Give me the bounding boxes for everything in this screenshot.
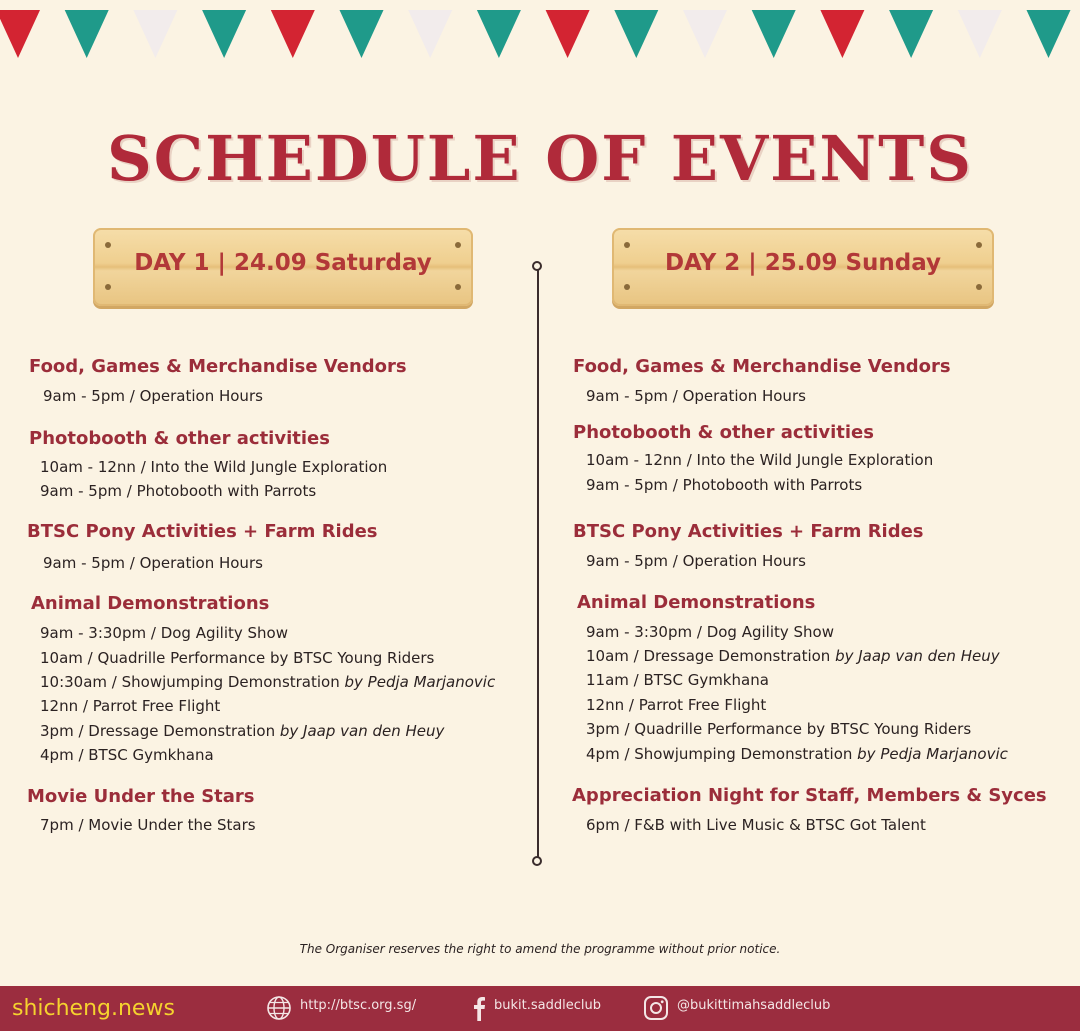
bunting-flag [202,10,246,58]
website-link[interactable]: http://btsc.org.sg/ [300,998,417,1013]
day1-section-title: Movie Under the Stars [27,786,255,807]
instagram-link[interactable]: @bukittimahsaddleclub [677,998,831,1013]
bunting-flag [614,10,658,58]
day1-item: 9am - 5pm / Operation Hours [43,387,263,405]
watermark: shicheng.news [12,996,175,1021]
day2-section-title: Photobooth & other activities [573,422,874,443]
divider-bottom-dot [532,856,542,866]
day1-section-title: Animal Demonstrations [31,593,270,614]
bunting-flag [0,10,40,58]
day2-item: 10am - 12nn / Into the Wild Jungle Exploration [586,451,934,469]
day2-item: 11am / BTSC Gymkhana [586,671,769,689]
bunting-flag [683,10,727,58]
day1-item: 7pm / Movie Under the Stars [40,816,256,834]
day1-header: DAY 1 | 24.09 Saturday [134,250,432,276]
day1-section-title: BTSC Pony Activities + Farm Rides [27,521,378,542]
bunting-flag [546,10,590,58]
bunting-flag [820,10,864,58]
day1-item: 9am - 5pm / Operation Hours [43,554,263,572]
bunting-flag [408,10,452,58]
day2-item: 9am - 5pm / Photobooth with Parrots [586,476,863,494]
day2-section-title: Appreciation Night for Staff, Members & Syces [572,785,1047,806]
disclaimer-notice: The Organiser reserves the right to amend the programme without prior notice. [299,942,781,956]
facebook-link[interactable]: bukit.saddleclub [494,998,601,1013]
day2-item: 12nn / Parrot Free Flight [586,696,767,714]
day1-item: 9am - 3:30pm / Dog Agility Show [40,624,289,642]
day1-item: 9am - 5pm / Photobooth with Parrots [40,482,317,500]
day2-header-plank [612,228,994,306]
bunting-flag [133,10,177,58]
day2-section-title: BTSC Pony Activities + Farm Rides [573,521,924,542]
day2-item: 9am - 5pm / Operation Hours [586,387,806,405]
instagram-icon [643,995,669,1025]
bunting-flag [1027,10,1071,58]
day2-item: 9am - 5pm / Operation Hours [586,552,806,570]
facebook-icon [472,995,486,1025]
bunting-flag [752,10,796,58]
bunting-flag [477,10,521,58]
day1-section-title: Photobooth & other activities [29,428,330,449]
day2-section-title: Animal Demonstrations [577,592,816,613]
bunting-flag [65,10,109,58]
day1-header-plank [93,228,473,306]
bunting-decoration [0,0,1080,70]
day2-item: 10am / Dressage Demonstration by Jaap van den Heuy [586,647,1000,665]
day2-header: DAY 2 | 25.09 Sunday [664,250,942,276]
day2-section-title: Food, Games & Merchandise Vendors [573,356,951,377]
bunting-flag [271,10,315,58]
day1-section-title: Food, Games & Merchandise Vendors [29,356,407,377]
day1-item: 10am / Quadrille Performance by BTSC Young Riders [40,649,435,667]
day2-item: 9am - 3:30pm / Dog Agility Show [586,623,835,641]
day2-item: 4pm / Showjumping Demonstration by Pedja Marjanovic [586,745,1008,763]
day2-item: 3pm / Quadrille Performance by BTSC Young Riders [586,720,972,738]
day1-item: 3pm / Dressage Demonstration by Jaap van den Heuy [40,722,445,740]
day1-item: 10:30am / Showjumping Demonstration by Pedja Marjanovic [40,673,496,691]
page-title: SCHEDULE OF EVENTS [106,122,974,195]
divider-top-dot [532,261,542,271]
globe-icon [266,995,292,1025]
bunting-flag [340,10,384,58]
day2-item: 6pm / F&B with Live Music & BTSC Got Talent [586,816,926,834]
bunting-flag [889,10,933,58]
bunting-flag [958,10,1002,58]
day1-item: 4pm / BTSC Gymkhana [40,746,214,764]
day1-item: 12nn / Parrot Free Flight [40,697,221,715]
column-divider [537,266,539,862]
day1-item: 10am - 12nn / Into the Wild Jungle Exploration [40,458,388,476]
